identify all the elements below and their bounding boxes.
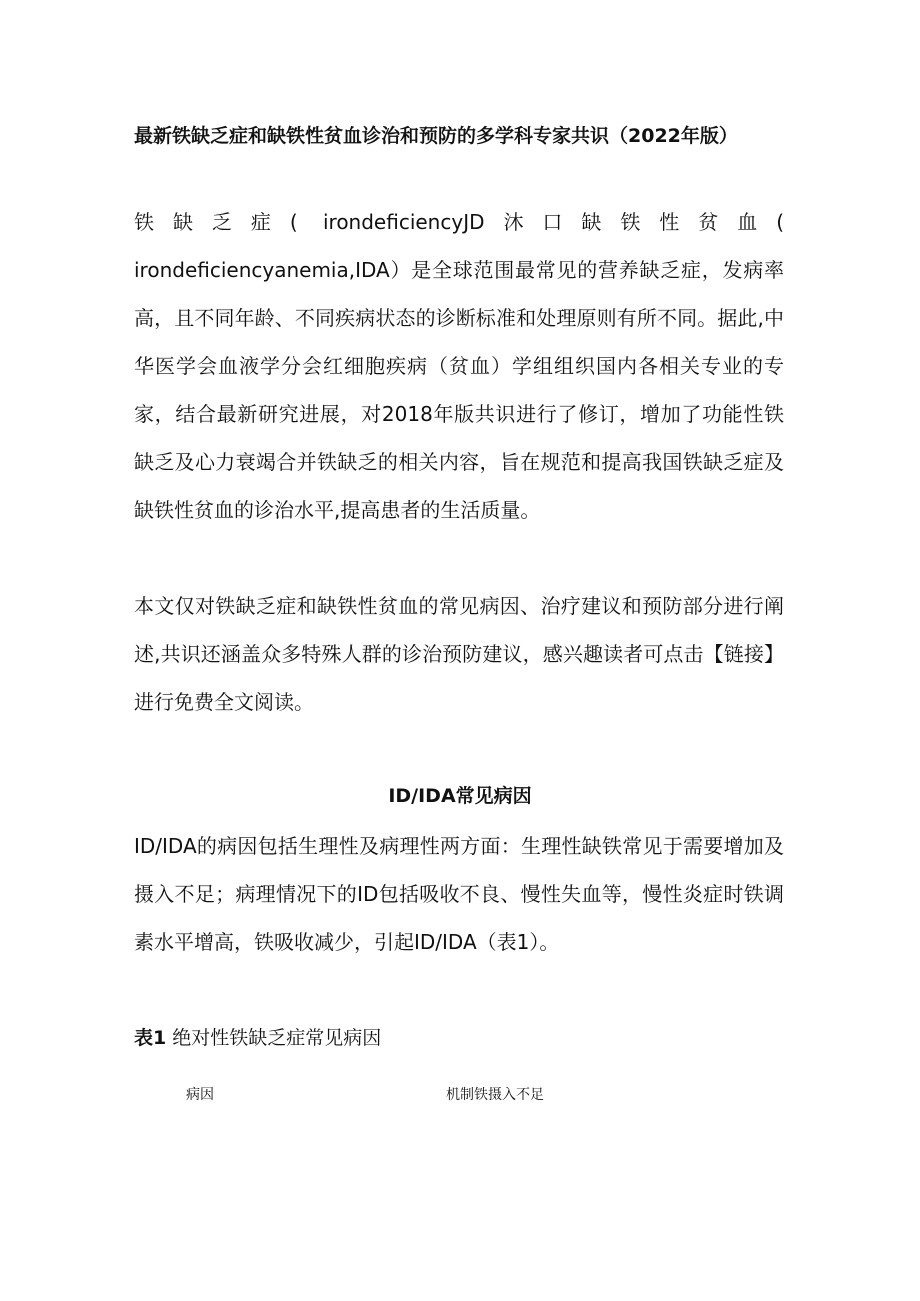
table-caption xyxy=(134,1024,381,1052)
scope-paragraph: 本文仅对铁缺乏症和缺铁性贫血的常见病因、治疗建议和预防部分进行阐述,共识还涵盖众多特殊人群的诊治预防建议，感兴趣读者可点击【链接】进行免费全文阅读。 xyxy=(134,594,784,714)
table-header-cause: 病因 xyxy=(186,1087,214,1103)
intro-paragraph: 铁缺乏症( irondeficiencyJD沐口缺铁性贫血( irondeficiencyanemia,IDA）是全球范围最常见的营养缺乏症，发病率高，且不同年龄、不同疾病状态的诊断标准和处理原则有所不同。据此,中华医学会血液学分会红细胞疾病（贫血）学组组织国内各相关专业的专家，结合最新研究进展，对2018年版共识进行了修订，增加了功能性铁缺乏及心力衰竭合并铁缺乏的相关内容，旨在规范和提高我国铁缺乏症及缺铁性贫血的诊治水平,提高患者的生活质量。 xyxy=(134,210,784,522)
table-caption-text: 绝对性铁缺乏症常见病因 xyxy=(172,1027,382,1049)
document-title: 最新铁缺乏症和缺铁性贫血诊治和预防的多学科专家共识（2022年版） xyxy=(134,125,738,147)
table-header-mechanism: 机制铁摄入不足 xyxy=(446,1087,544,1103)
table-caption-label: 表1 xyxy=(134,1027,167,1049)
section-heading: ID/IDA常见病因 xyxy=(388,785,532,807)
causes-paragraph: ID/IDA的病因包括生理性及病理性两方面：生理性缺铁常见于需要增加及摄入不足；病理情况下的ID包括吸收不良、慢性失血等，慢性炎症时铁调素水平增高，铁吸收减少，引起ID/IDA（表1）。 xyxy=(134,834,784,954)
